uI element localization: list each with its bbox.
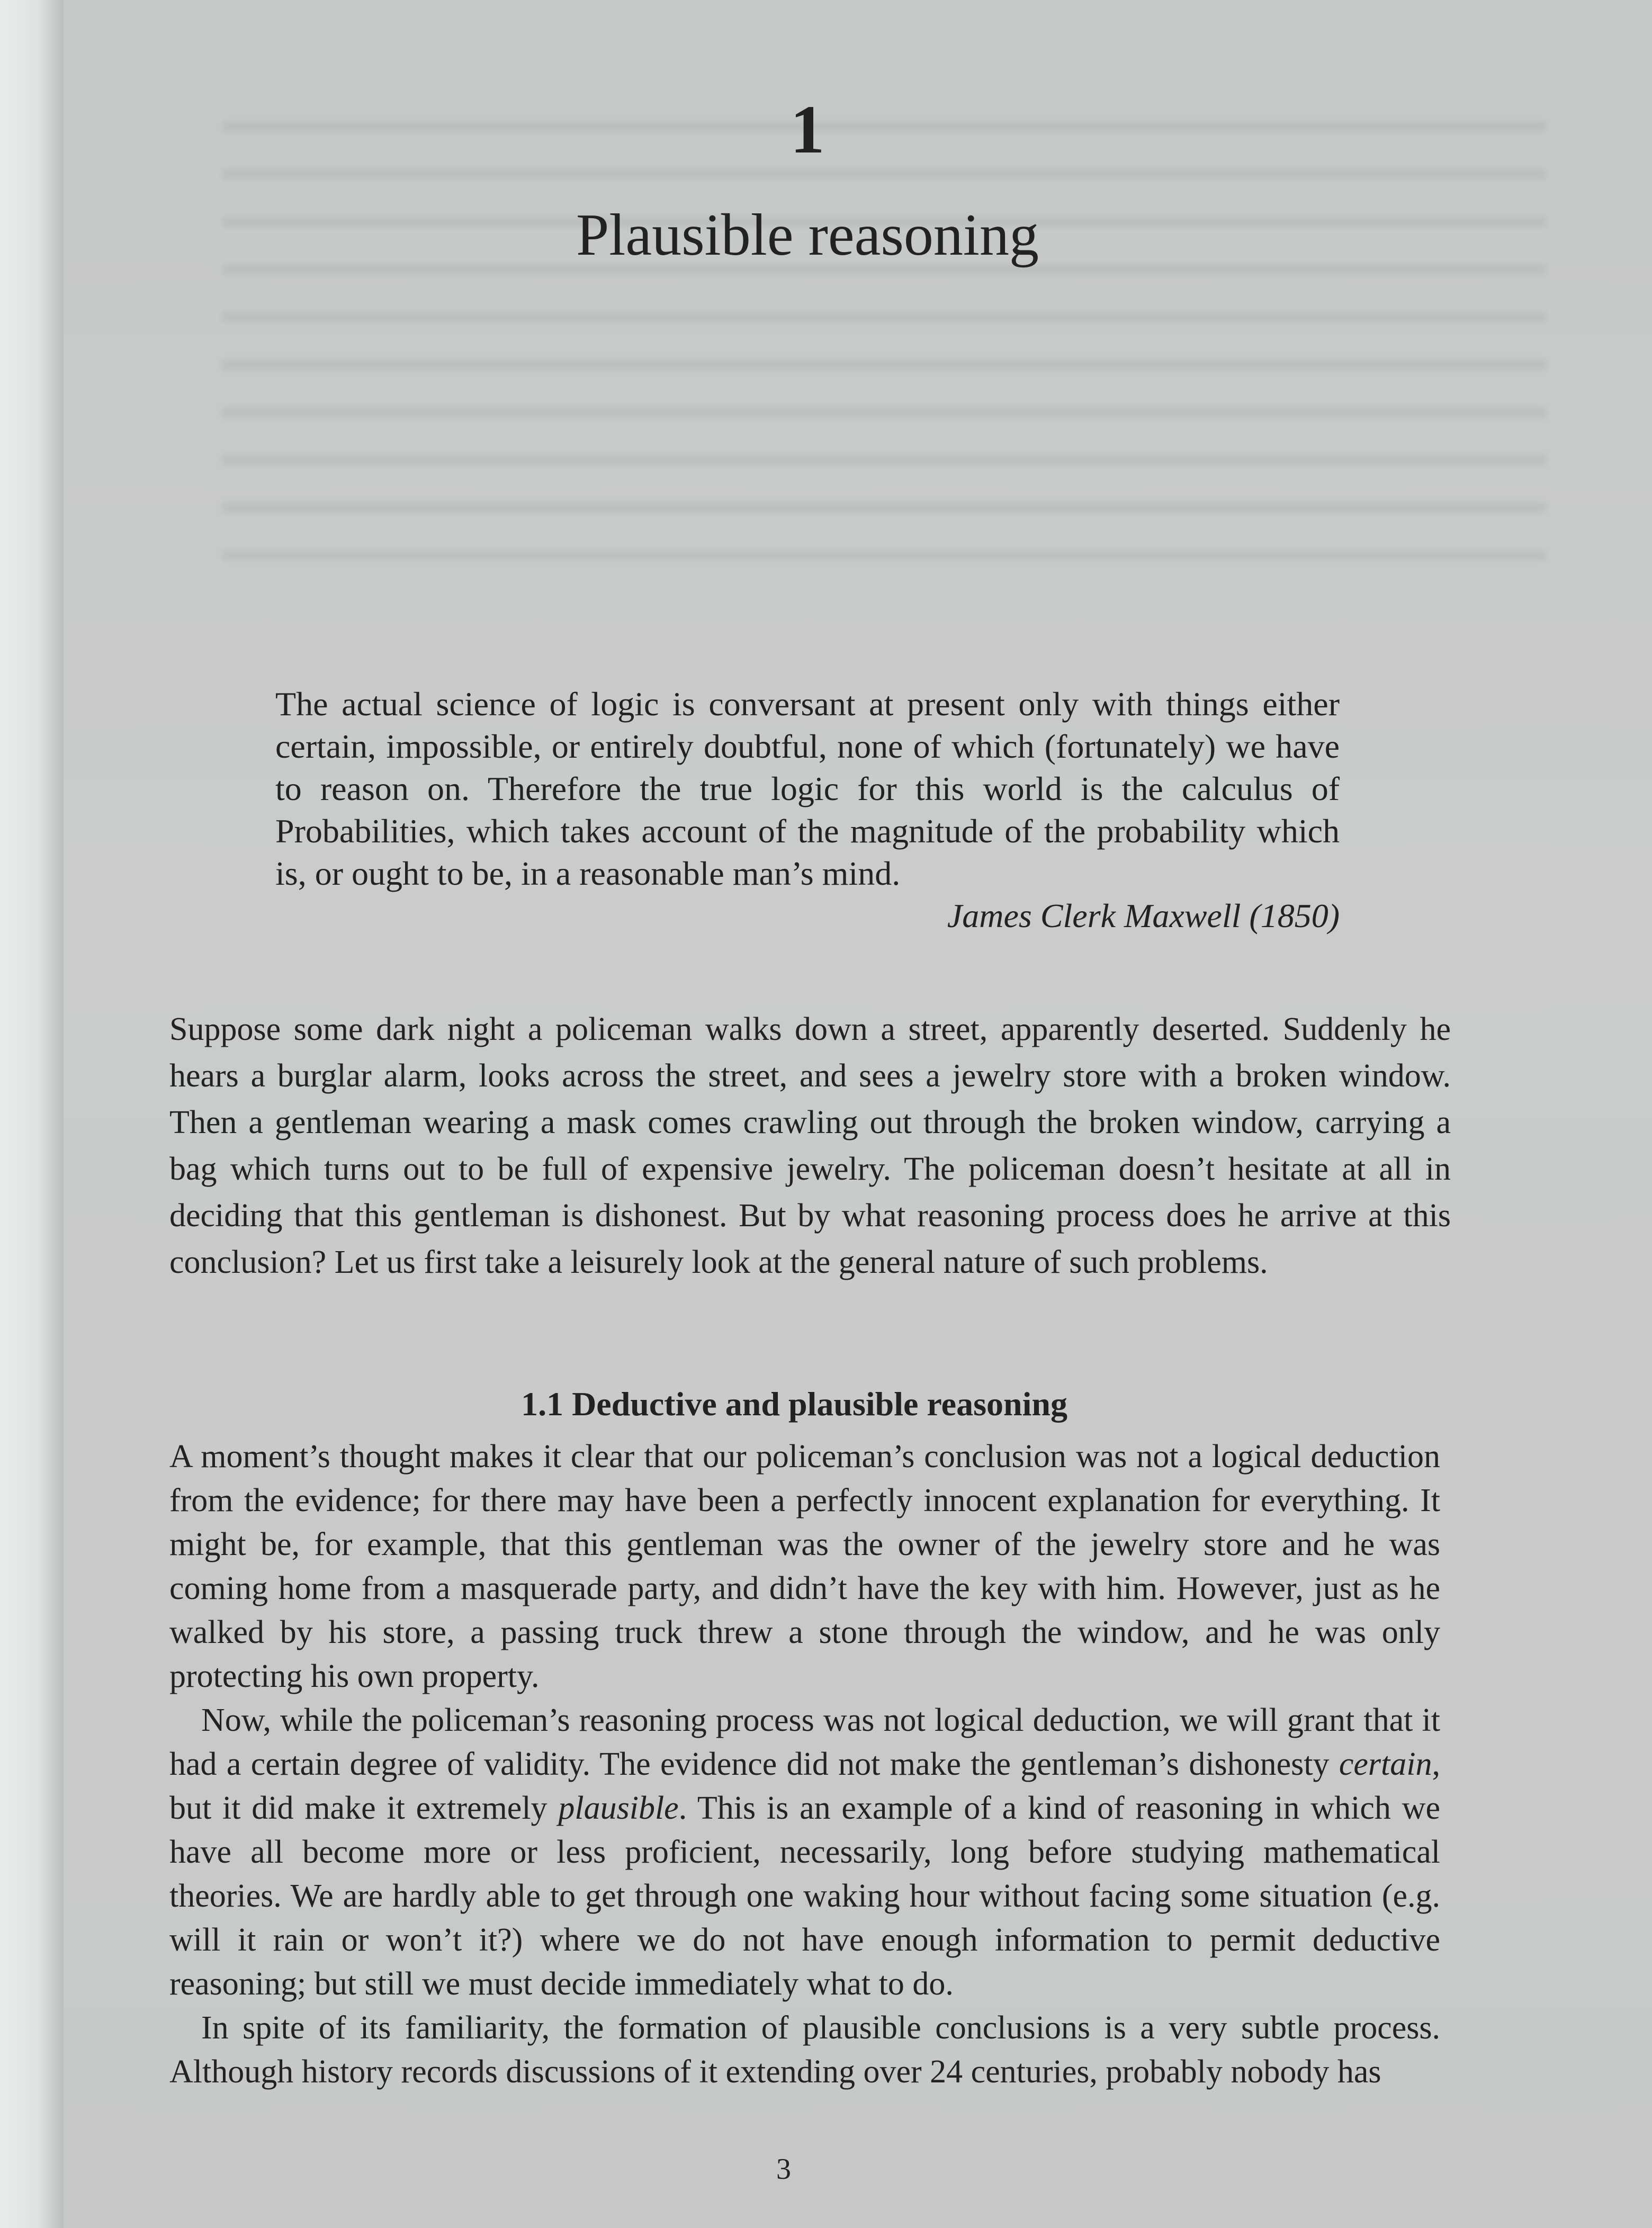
section-paragraph-3: In spite of its familiarity, the formation of plausible conclusions is a very subtle process. Although history records discussions of it extending over 24 centuries, probably nobody has	[169, 2010, 1440, 2090]
paragraph-2-text-a: Now, while the policeman’s reasoning process was not logical deduction, we will grant that it had a certain degree of validity. The evidence did not make the gentleman’s dishonesty	[169, 1702, 1440, 1782]
paragraph-2-text-b: , but it did make it extremely	[169, 1746, 1440, 1826]
chapter-title: Plausible reasoning	[576, 202, 1039, 268]
paragraph-2-text-c: . This is an example of a kind of reasoning in which we have all become more or less proficient, necessarily, long before studying mathematical theories. We are hardly able to get through one waking hour without facing some situation (e.g. will it rain or won’t it?) where we do not have enough information to permit deductive reasoning; but still we must decide immediately what to do.	[169, 1790, 1440, 2002]
emphasis-plausible: plausible	[558, 1790, 679, 1826]
emphasis-certain: certain	[1339, 1746, 1432, 1782]
section-paragraph-2	[169, 1699, 1440, 2006]
show-through-text	[222, 122, 1546, 598]
intro-paragraph: Suppose some dark night a policeman walks down a street, apparently deserted. Suddenly he hears a burglar alarm, looks across the street, and sees a jewelry store with a broken window. Then a gentleman wearing a mask comes crawling out through the broken window, carrying a bag which turns out to be full of expensive jewelry. The policeman doesn’t hesitate at all in deciding that this gentleman is dishonest. But by what reasoning process does he arrive at this conclusion? Let us first take a leisurely look at the general nature of such problems.	[169, 1011, 1451, 1280]
section-body	[169, 1435, 1440, 2094]
page-number: 3	[776, 2153, 791, 2186]
section-paragraph-1: A moment’s thought makes it clear that our policeman’s conclusion was not a logical deduction from the evidence; for there may have been a perfectly innocent explanation for everything. It might be, for example, that this gentleman was the owner of the jewelry store and he was coming home from a masquerade party, and didn’t have the key with him. However, just as he walked by his store, a passing truck threw a stone through the window, and he was only protecting his own property.	[169, 1439, 1440, 1694]
page-edge	[0, 0, 64, 2228]
epigraph-attribution: James Clerk Maxwell (1850)	[947, 897, 1340, 935]
chapter-number: 1	[790, 92, 825, 168]
epigraph-text: The actual science of logic is conversant at present only with things either certain, impossible, or entirely doubtful, none of which (fortunately) we have to reason on. Therefore the true logic for this world is the calculus of Probabilities, which takes account of the magnitude of the probability which is, or ought to be, in a reasonable man’s mind.	[275, 685, 1340, 892]
section-heading: 1.1 Deductive and plausible reasoning	[521, 1385, 1067, 1423]
epigraph	[275, 683, 1340, 937]
